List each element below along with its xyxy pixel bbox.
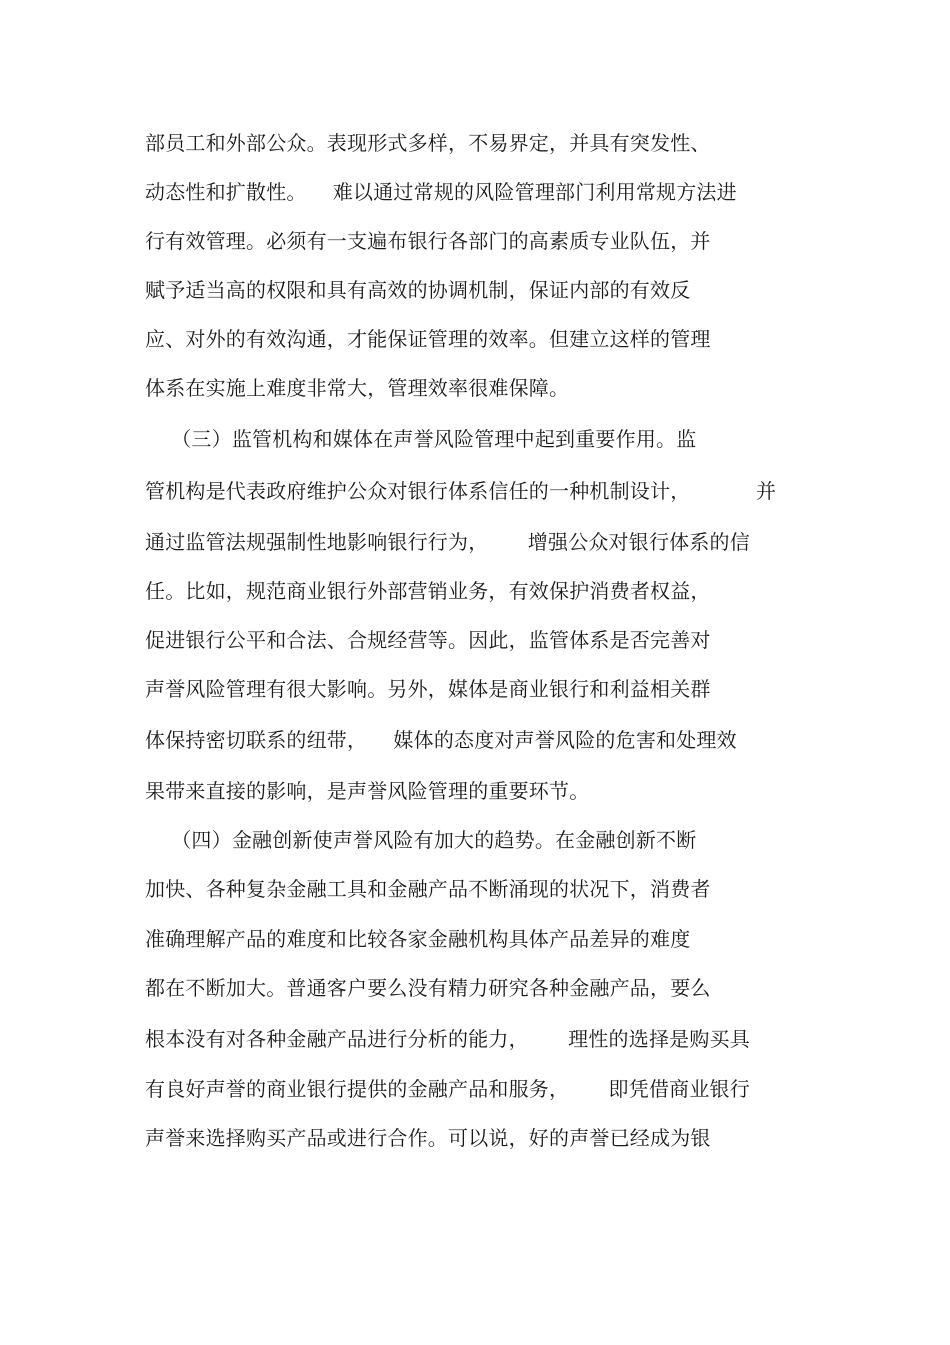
text-line: 部员工和外部公众。表现形式多样，不易界定，并具有突发性、 <box>145 131 711 155</box>
text-line: 通过监管法规强制性地影响银行行为， 增强公众对银行体系的信 <box>145 530 750 554</box>
text-line: 声誉来选择购买产品或进行合作。可以说，好的声誉已经成为银 <box>145 1126 711 1150</box>
text-line: 根本没有对各种金融产品进行分析的能力， 理性的选择是购买具 <box>145 1027 750 1051</box>
text-line: 都在不断加大。普通客户要么没有精力研究各种金融产品，要么 <box>145 976 711 1000</box>
text-line: （三）监管机构和媒体在声誉风险管理中起到重要作用。监 <box>145 427 697 451</box>
text-line: 管机构是代表政府维护公众对银行体系信任的一种机制设计， 并 <box>145 479 777 503</box>
text-line: 促进银行公平和合法、合规经营等。因此，监管体系是否完善对 <box>145 628 711 652</box>
text-line: 任。比如，规范商业银行外部营销业务，有效保护消费者权益， <box>145 579 711 603</box>
text-line: 加快、各种复杂金融工具和金融产品不断涌现的状况下，消费者 <box>145 877 711 901</box>
text-line: 声誉风险管理有很大影响。另外，媒体是商业银行和利益相关群 <box>145 677 711 701</box>
text-line: 动态性和扩散性。 难以通过常规的风险管理部门利用常规方法进 <box>145 180 737 204</box>
text-line: 体保持密切联系的纽带， 媒体的态度对声誉风险的危害和处理效 <box>145 728 737 752</box>
text-line: 果带来直接的影响，是声誉风险管理的重要环节。 <box>145 779 590 803</box>
text-line: 行有效管理。必须有一支遍布银行各部门的高素质专业队伍，并 <box>145 229 711 253</box>
text-line: 体系在实施上难度非常大，管理效率很难保障。 <box>145 376 570 400</box>
text-line: 准确理解产品的难度和比较各家金融机构具体产品差异的难度 <box>145 927 691 951</box>
text-line: （四）金融创新使声誉风险有加大的趋势。在金融创新不断 <box>145 828 697 852</box>
text-line: 应、对外的有效沟通，才能保证管理的效率。但建立这样的管理 <box>145 327 711 351</box>
text-line: 有良好声誉的商业银行提供的金融产品和服务， 即凭借商业银行 <box>145 1077 750 1101</box>
text-line: 赋予适当高的权限和具有高效的协调机制，保证内部的有效反 <box>145 278 691 302</box>
